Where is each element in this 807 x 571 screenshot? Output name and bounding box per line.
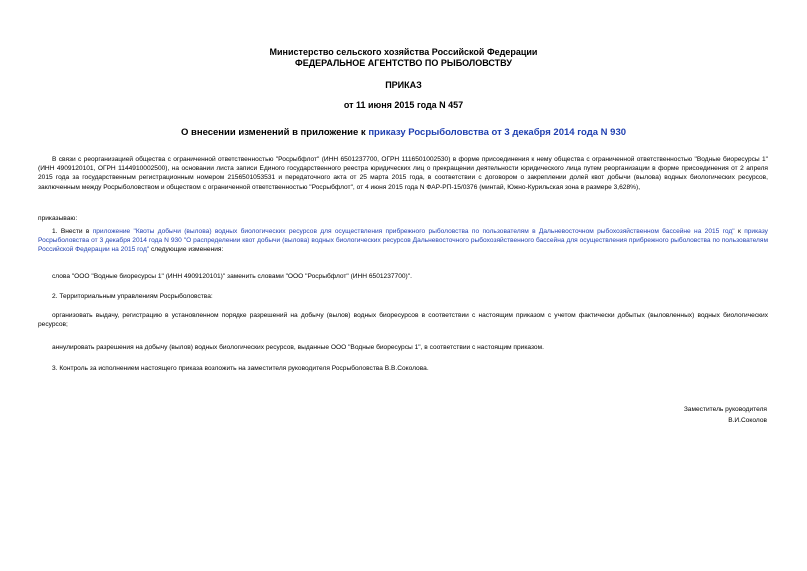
paragraph-order: приказываю:: [38, 215, 78, 222]
signature-position: Заместитель руководителя: [683, 406, 767, 413]
doc-type-heading: ПРИКАЗ: [385, 80, 422, 90]
paragraph-item-2: 2. Территориальным управлениям Росрыболовства:: [52, 293, 213, 300]
paragraph-item-3: 3. Контроль за исполнением настоящего приказа возложить на заместителя руководителя Росрыболовства В.В.Соколова.: [52, 365, 429, 372]
item-1-text-a: 1. Внести в: [52, 228, 93, 235]
title-prefix: О внесении изменений в приложение к: [180, 127, 369, 138]
paragraph-replacement: слова "ООО "Водные биоресурсы 1" (ИНН 4909120101)" заменить словами "ООО "Росрыбфлот" (ИНН 6501237700)".: [52, 273, 412, 280]
title-link[interactable]: приказу Росрыболовства от 3 декабря 2014 года N 930: [368, 127, 627, 138]
paragraph-organize: организовать выдачу, регистрацию в установленном порядке разрешений на добычу (вылов) водных биоресурсов в соответствии с настоящим приказом с учетом фактически добытых (выловленных) водных биологических ресурсов;: [38, 312, 768, 329]
item-1-text-b: к: [734, 228, 745, 235]
item-1-text-c: следующие изменения:: [149, 246, 224, 254]
document-title: [0, 127, 807, 138]
signature-name: В.И.Соколов: [728, 417, 767, 424]
ministry-heading: Министерство сельского хозяйства Российской Федерации: [269, 47, 538, 57]
order-930-link[interactable]: приказу Росрыболовства от 3 декабря 2014 года N 930 "О распределении квот добычи (вылова) водных биологических ресурсов Дальневосточного рыбохозяйственного бассейна для осуществления прибрежного рыболовства по пользователям Российской Федерации на 2015 год": [38, 228, 768, 254]
date-number: от 11 июня 2015 года N 457: [343, 100, 464, 110]
appendix-link[interactable]: приложение "Квоты добычи (вылова) водных биологических ресурсов для осуществления прибрежного рыболовства по пользователям в Дальневосточном рыбохозяйственном бассейне на 2015 год": [92, 228, 735, 235]
paragraph-item-1: [38, 227, 768, 255]
paragraph-preamble: В связи с реорганизацией общества с ограниченной ответственностью "Росрыбфлот" (ИНН 6501237700, ОГРН 1116501002530) в форме присоединения к нему общества с ограниченной ответственностью "Водные биоресурсы 1" (ИНН 4909120101, ОГРН 1144910002500), на основании листа записи Единого государственного реестра юридических лиц о прекращении деятельности юридического лица путем реорганизации в форме присоединения от 2 апреля 2015 года за государственным регистрационным номером 2156501053531 и передаточного акта от 25 марта 2015 года, в соответствии с договором о закреплении долей квот добычи (вылова) водных биологических ресурсов, заключенным между Росрыболовством и обществом с ограниченной ответственностью "Росрыбфлот", от 4 июня 2015 года N ФАР-РП-15/0376 (минтай, Южно-Курильская зона в размере 3,628%),: [38, 156, 768, 191]
paragraph-annul: аннулировать разрешения на добычу (вылов) водных биологических ресурсов, выданные ООО "Водные биоресурсы 1", в соответствии с настоящим приказом.: [52, 344, 544, 351]
agency-heading: ФЕДЕРАЛЬНОЕ АГЕНТСТВО ПО РЫБОЛОВСТВУ: [295, 58, 512, 68]
